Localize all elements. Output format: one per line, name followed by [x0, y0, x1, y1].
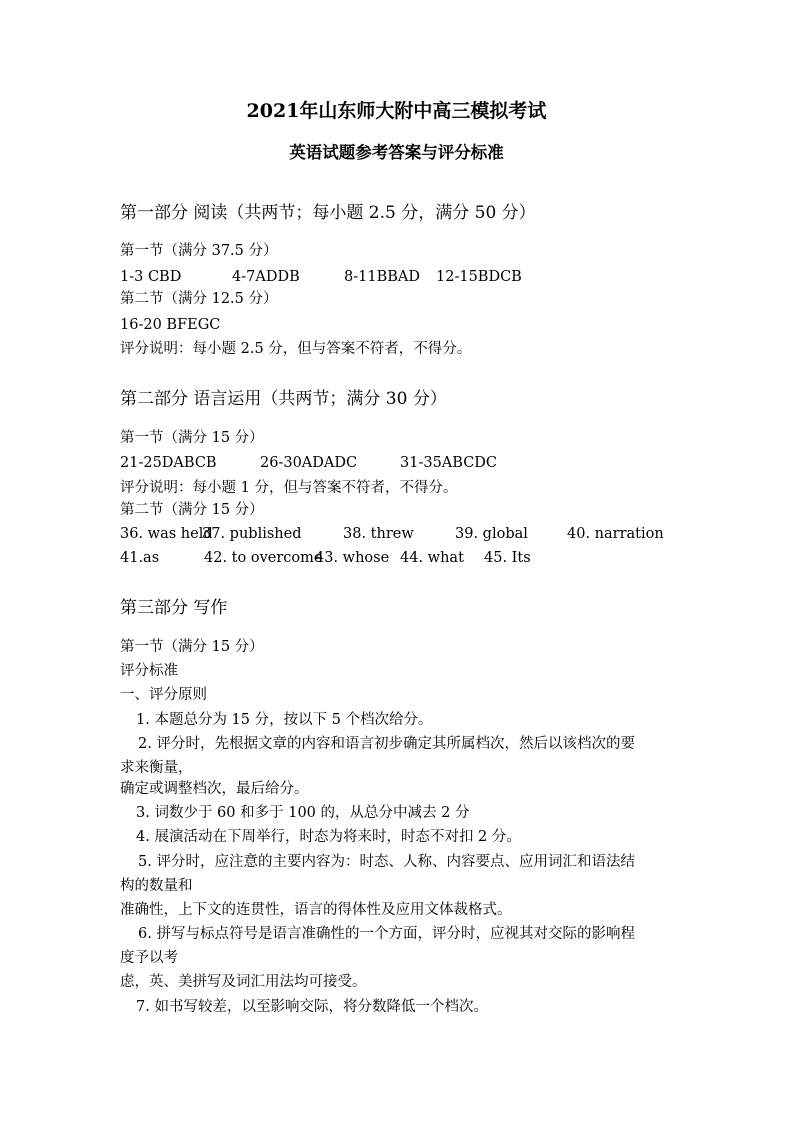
part2-answer-26-30: 26-30ADADC [260, 455, 358, 471]
answer-45: 45. Its [484, 550, 531, 566]
part1-answer-1-3: 1-3 CBD [120, 269, 182, 285]
answer-36: 36. was held [120, 526, 213, 542]
part2-heading: 第二部分 语言运用（共两节；满分 30 分） [120, 389, 447, 409]
part3-principles-label: 一、评分原则 [120, 687, 207, 703]
principle-item-2: 2. 评分时，先根据文章的内容和语言初步确定其所属档次，然后以该档次的要 [138, 736, 635, 752]
principle-item-4: 4. 展演活动在下周举行，时态为将来时，时态不对扣 2 分。 [136, 829, 521, 845]
answer-37: 37. published [202, 526, 302, 542]
principle-item-2-cont-a: 求来衡量， [120, 760, 193, 776]
part2-sec2-heading: 第二节（满分 15 分） [120, 502, 264, 518]
answer-43: 43. whose [315, 550, 390, 566]
part2-sec1-heading: 第一节（满分 15 分） [120, 430, 264, 446]
document-subtitle: 英语试题参考答案与评分标准 [289, 143, 504, 162]
part1-sec2-answer: 16-20 BFEGC [120, 317, 221, 333]
answer-39: 39. global [455, 526, 528, 542]
part3-criteria-label: 评分标准 [120, 663, 178, 679]
principle-item-6-cont-b: 虑，英、美拼写及词汇用法均可接受。 [120, 974, 367, 990]
answer-40: 40. narration [567, 526, 664, 542]
part3-sec1-heading: 第一节（满分 15 分） [120, 639, 264, 655]
principle-item-5-cont-a: 构的数量和 [120, 878, 193, 894]
part1-heading: 第一部分 阅读（共两节；每小题 2.5 分，满分 50 分） [120, 203, 536, 223]
part3-heading: 第三部分 写作 [120, 598, 228, 618]
answer-44: 44. what [400, 550, 464, 566]
answer-41: 41.as [120, 550, 160, 566]
answer-42: 42. to overcome [204, 550, 323, 566]
principle-item-5-cont-b: 准确性，上下文的连贯性，语言的得体性及应用文体裁格式。 [120, 902, 512, 918]
principle-item-2-cont-b: 确定或调整档次，最后给分。 [120, 781, 309, 797]
part1-answer-4-7: 4-7ADDB [232, 269, 300, 285]
principle-item-6-cont-a: 度予以考 [120, 950, 178, 966]
part1-answer-8-11: 8-11BBAD [344, 269, 420, 285]
principle-item-5: 5. 评分时，应注意的主要内容为：时态、人称、内容要点、应用词汇和语法结 [138, 854, 635, 870]
principle-item-3: 3. 词数少于 60 和多于 100 的，从总分中减去 2 分 [136, 805, 470, 821]
part1-sec1-heading: 第一节（满分 37.5 分） [120, 243, 278, 259]
principle-item-7: 7. 如书写较差，以至影响交际，将分数降低一个档次。 [136, 999, 488, 1015]
principle-item-6: 6. 拼写与标点符号是语言准确性的一个方面，评分时，应视其对交际的影响程 [138, 926, 635, 942]
answer-38: 38. threw [343, 526, 414, 542]
part1-scoring-note: 评分说明：每小题 2.5 分，但与答案不符者，不得分。 [120, 341, 472, 357]
part1-sec2-heading: 第二节（满分 12.5 分） [120, 291, 278, 307]
part2-answer-31-35: 31-35ABCDC [400, 455, 498, 471]
document-title: 2021年山东师大附中高三模拟考试 [246, 100, 547, 122]
principle-item-1: 1. 本题总分为 15 分，按以下 5 个档次给分。 [136, 712, 433, 728]
part1-answer-12-15: 12-15BDCB [436, 269, 522, 285]
part2-scoring-note: 评分说明：每小题 1 分，但与答案不符者，不得分。 [120, 480, 458, 496]
part2-answer-21-25: 21-25DABCB [120, 455, 217, 471]
